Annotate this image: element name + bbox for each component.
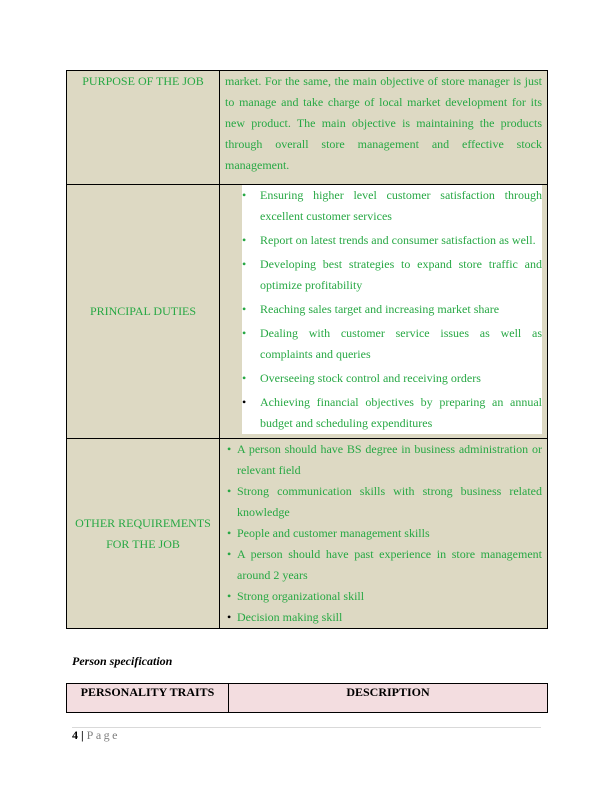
purpose-row [67, 71, 548, 185]
duties-row [67, 185, 548, 439]
duty-text: Developing best strategies to expand store traffic and optimize profitability [260, 257, 542, 292]
duty-text: Dealing with customer service issues as well as complaints and queries [260, 326, 542, 361]
person-specification-heading: Person specification [72, 654, 173, 668]
duties-cell [220, 185, 548, 439]
purpose-cell [220, 71, 548, 185]
list-item [227, 523, 542, 544]
bullet-icon: • [242, 326, 247, 340]
list-item [227, 586, 542, 607]
duty-text: Ensuring higher level customer satisfaction through excellent customer services [260, 188, 542, 223]
bullet-icon: • [242, 371, 247, 385]
table-header-row [67, 684, 548, 713]
duties-label: PRINCIPAL DUTIES [67, 185, 220, 439]
page-footer [72, 728, 120, 743]
purpose-text: market. For the same, the main objective of store manager is just to manage and take charge of local market development for its new product. The main objective is maintaining the products through overall store management and effective stock management. [225, 74, 542, 172]
duty-text: Report on latest trends and consumer satisfaction as well. [260, 233, 536, 247]
list-item [227, 607, 542, 628]
other-requirements-label: OTHER REQUIREMENTS FOR THE JOB [67, 439, 220, 629]
page-number: 4 [72, 728, 78, 742]
list-item [227, 481, 542, 523]
requirement-text: A person should have BS degree in business administration or relevant field [237, 442, 542, 477]
requirement-text: People and customer management skills [237, 526, 430, 540]
list-item [242, 254, 542, 296]
list-item [242, 185, 542, 227]
job-description-table [66, 70, 548, 629]
duties-list [242, 185, 542, 434]
footer-divider [72, 727, 541, 728]
bullet-icon: • [242, 302, 247, 316]
requirement-text: Strong communication skills with strong business related knowledge [237, 484, 542, 519]
list-item [242, 323, 542, 365]
other-requirements-cell [220, 439, 548, 629]
list-item [227, 439, 542, 481]
duty-text: Achieving financial objectives by preparing an annual budget and scheduling expenditures [260, 395, 542, 430]
list-item [242, 230, 542, 251]
requirement-text: A person should have past experience in store management around 2 years [237, 547, 542, 582]
bullet-icon: • [242, 395, 247, 409]
bullet-icon: • [242, 188, 247, 202]
purpose-label: PURPOSE OF THE JOB [67, 71, 220, 185]
bullet-icon: • [227, 442, 232, 456]
bullet-icon: • [227, 547, 232, 561]
list-item [227, 544, 542, 586]
duties-list-wrap [242, 185, 542, 434]
bullet-icon: • [227, 589, 232, 603]
personality-traits-table [66, 683, 548, 713]
list-item [242, 392, 542, 434]
other-requirements-list [220, 439, 547, 628]
footer-separator: | [81, 728, 84, 742]
bullet-icon: • [227, 526, 232, 540]
other-requirements-row [67, 439, 548, 629]
personality-traits-header: PERSONALITY TRAITS [67, 684, 229, 713]
list-item [242, 299, 542, 320]
page-label: Page [86, 728, 120, 742]
description-header: DESCRIPTION [229, 684, 548, 713]
list-item [242, 368, 542, 389]
bullet-icon: • [242, 233, 247, 247]
requirement-text: Decision making skill [237, 610, 343, 624]
requirement-text: Strong organizational skill [237, 589, 365, 603]
bullet-icon: • [242, 257, 247, 271]
duty-text: Overseeing stock control and receiving orders [260, 371, 481, 385]
bullet-icon: • [227, 484, 232, 498]
bullet-icon: • [227, 610, 232, 624]
duty-text: Reaching sales target and increasing market share [260, 302, 500, 316]
